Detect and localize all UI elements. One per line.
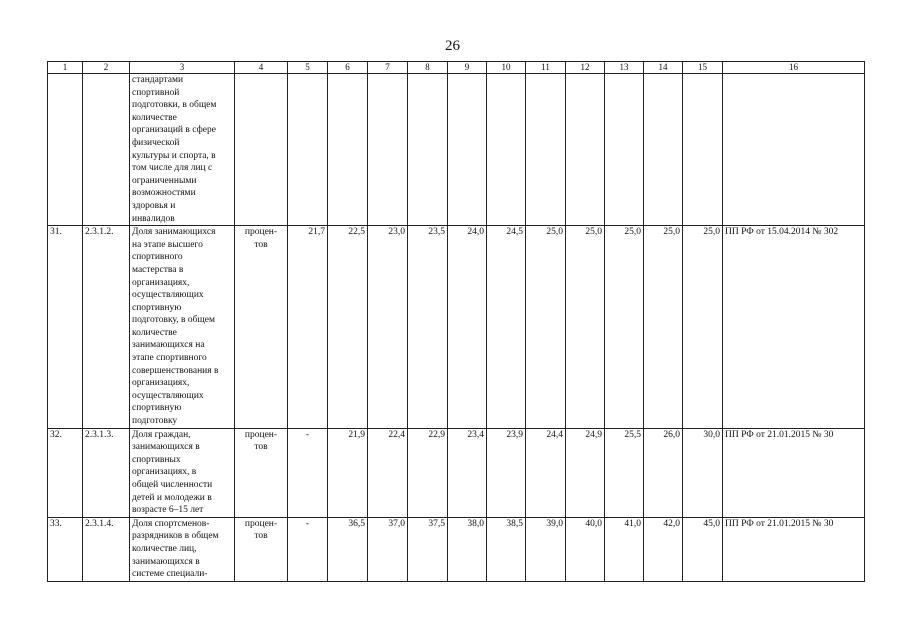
- indicator-name: Доля занимающихся на этапе высшего спортивного мастерства в организациях, осуществляющих спортивную подготовку, в общем количестве занимающихся на этапе спортивного совершенствования в организациях, осуществляющих спортивную подготовку: [130, 226, 235, 429]
- table-row: [48, 517, 865, 581]
- source-reference: ПП РФ от 15.04.2014 № 302: [723, 226, 865, 429]
- column-header-11: 11: [526, 62, 566, 74]
- row-number: 31.: [48, 226, 83, 429]
- indicator-code: 2.3.1.4.: [83, 517, 130, 581]
- indicator-name: Доля спортсменов- разрядников в общем количестве лиц, занимающихся в системе специали-: [130, 517, 235, 581]
- header-row: [48, 62, 865, 74]
- table-row: [48, 226, 865, 429]
- year-value-cell: [448, 74, 487, 226]
- year-value-cell: 22,4: [368, 428, 408, 517]
- column-header-10: 10: [487, 62, 526, 74]
- row-number: [48, 74, 83, 226]
- year-value-cell: 39,0: [526, 517, 566, 581]
- year-value-cell: 22,9: [408, 428, 448, 517]
- year-value-cell: 25,5: [605, 428, 644, 517]
- column-header-6: 6: [328, 62, 368, 74]
- year-value-cell: 23,4: [448, 428, 487, 517]
- year-value-cell: 24,5: [487, 226, 526, 429]
- unit-cell: процен- тов: [235, 428, 288, 517]
- year-value-cell: 24,9: [566, 428, 605, 517]
- year-value-cell: 37,5: [408, 517, 448, 581]
- column-header-16: 16: [723, 62, 865, 74]
- year-value-cell: [487, 74, 526, 226]
- year-value-cell: 23,9: [487, 428, 526, 517]
- year-value-cell: 30,0: [683, 428, 723, 517]
- year-value-cell: 22,5: [328, 226, 368, 429]
- page-number: 26: [445, 38, 460, 54]
- indicators-table: [47, 61, 865, 582]
- year-value-cell: 38,0: [448, 517, 487, 581]
- source-reference: [723, 74, 865, 226]
- year-value-cell: 26,0: [644, 428, 683, 517]
- column-header-13: 13: [605, 62, 644, 74]
- year-value-cell: [605, 74, 644, 226]
- year-value-cell: 25,0: [644, 226, 683, 429]
- unit-cell: процен- тов: [235, 226, 288, 429]
- source-reference: ПП РФ от 21.01.2015 № 30: [723, 517, 865, 581]
- table-row: [48, 428, 865, 517]
- year-value-cell: 45,0: [683, 517, 723, 581]
- year-value-cell: 37,0: [368, 517, 408, 581]
- unit-cell: процен- тов: [235, 517, 288, 581]
- base-value-cell: [288, 74, 328, 226]
- year-value-cell: 25,0: [683, 226, 723, 429]
- column-header-3: 3: [130, 62, 235, 74]
- table-body: [48, 74, 865, 582]
- year-value-cell: [328, 74, 368, 226]
- unit-cell: [235, 74, 288, 226]
- indicator-code: 2.3.1.3.: [83, 428, 130, 517]
- column-header-15: 15: [683, 62, 723, 74]
- year-value-cell: [368, 74, 408, 226]
- indicator-name: Доля граждан, занимающихся в спортивных организациях, в общей численности детей и молодежи в возрасте 6–15 лет: [130, 428, 235, 517]
- year-value-cell: 24,4: [526, 428, 566, 517]
- year-value-cell: 41,0: [605, 517, 644, 581]
- year-value-cell: 42,0: [644, 517, 683, 581]
- column-header-5: 5: [288, 62, 328, 74]
- column-header-7: 7: [368, 62, 408, 74]
- column-header-2: 2: [83, 62, 130, 74]
- row-number: 32.: [48, 428, 83, 517]
- year-value-cell: 24,0: [448, 226, 487, 429]
- year-value-cell: 36,5: [328, 517, 368, 581]
- year-value-cell: 25,0: [526, 226, 566, 429]
- year-value-cell: 40,0: [566, 517, 605, 581]
- source-reference: ПП РФ от 21.01.2015 № 30: [723, 428, 865, 517]
- year-value-cell: [683, 74, 723, 226]
- indicator-code: 2.3.1.2.: [83, 226, 130, 429]
- base-value-cell: -: [288, 428, 328, 517]
- year-value-cell: 21,9: [328, 428, 368, 517]
- column-header-9: 9: [448, 62, 487, 74]
- row-number: 33.: [48, 517, 83, 581]
- year-value-cell: [566, 74, 605, 226]
- indicator-code: [83, 74, 130, 226]
- year-value-cell: 25,0: [566, 226, 605, 429]
- table-row: [48, 74, 865, 226]
- column-header-12: 12: [566, 62, 605, 74]
- year-value-cell: [526, 74, 566, 226]
- base-value-cell: 21,7: [288, 226, 328, 429]
- column-header-4: 4: [235, 62, 288, 74]
- year-value-cell: [644, 74, 683, 226]
- year-value-cell: [408, 74, 448, 226]
- column-header-1: 1: [48, 62, 83, 74]
- year-value-cell: 38,5: [487, 517, 526, 581]
- year-value-cell: 23,5: [408, 226, 448, 429]
- year-value-cell: 23,0: [368, 226, 408, 429]
- column-header-8: 8: [408, 62, 448, 74]
- base-value-cell: -: [288, 517, 328, 581]
- indicator-name: стандартами спортивной подготовки, в общем количестве организаций в сфере физической культуры и спорта, в том числе для лиц с ограниченными возможностями здоровья и инвалидов: [130, 74, 235, 226]
- year-value-cell: 25,0: [605, 226, 644, 429]
- column-header-14: 14: [644, 62, 683, 74]
